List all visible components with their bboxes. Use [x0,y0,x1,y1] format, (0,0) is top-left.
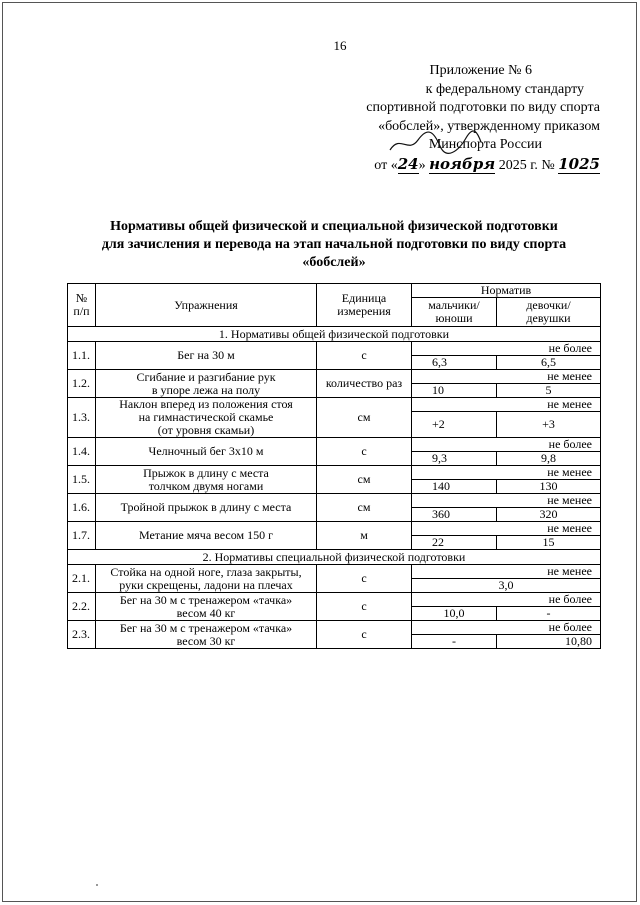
signature-mark-icon [388,130,483,156]
header-exercise: Упражнения [96,284,317,327]
table-row [68,342,601,356]
value-girls: 320 [497,508,601,522]
row-number: 1.4. [68,438,96,466]
section-special: 2. Нормативы специальной физической подготовки [68,550,601,565]
value-boys: +2 [412,412,497,438]
row-unit: с [317,593,412,621]
value-common: 3,0 [412,579,601,593]
row-number: 2.3. [68,621,96,649]
order-number: 1025 [558,154,600,173]
appendix-line-sport: спортивной подготовки по виду спорта [366,100,600,115]
table-row [68,593,601,607]
row-condition: не менее [412,522,601,536]
row-condition: не менее [412,398,601,412]
row-number: 2.2. [68,593,96,621]
row-exercise: Сгибание и разгибание рук в упоре лежа на полу [96,370,317,398]
appendix-title: Приложение № 6 [429,63,532,78]
row-unit: с [317,438,412,466]
table-row [68,466,601,480]
header-norm: Норматив [412,284,601,298]
row-unit: м [317,522,412,550]
row-condition: не более [412,593,601,607]
header-boys: мальчики/ юноши [412,298,497,327]
row-condition: не менее [412,370,601,384]
row-unit: с [317,621,412,649]
value-girls: 130 [497,480,601,494]
value-girls: 5 [497,384,601,398]
row-condition: не менее [412,466,601,480]
row-exercise: Бег на 30 м с тренажером «тачка» весом 30 кг [96,621,317,649]
value-boys: 22 [412,536,497,550]
section-general: 1. Нормативы общей физической подготовки [68,327,601,342]
row-number: 2.1. [68,565,96,593]
row-unit: с [317,342,412,370]
scan-artifact [96,884,98,886]
order-day: 24 [397,154,419,173]
value-boys: 140 [412,480,497,494]
row-unit: см [317,466,412,494]
row-number: 1.2. [68,370,96,398]
row-unit: см [317,494,412,522]
row-unit: с [317,565,412,593]
header-unit: Единица измерения [317,284,412,327]
table-row [68,565,601,579]
value-girls: 9,8 [497,452,601,466]
appendix-line-order: «бобслей», утвержденному приказом [378,118,600,134]
row-unit: количество раз [317,370,412,398]
page-number: 16 [333,38,347,53]
value-girls: 10,80 [497,635,601,649]
header-girls: девочки/ девушки [497,298,601,327]
norms-table [67,283,601,649]
value-girls: 6,5 [497,356,601,370]
table-row [68,522,601,536]
row-number: 1.5. [68,466,96,494]
row-exercise: Тройной прыжок в длину с места [96,494,317,522]
row-condition: не более [412,342,601,356]
value-boys: 360 [412,508,497,522]
table-row [68,398,601,412]
appendix-line-ministry [280,136,600,155]
table-row [68,438,601,452]
value-girls: +3 [497,412,601,438]
value-boys: 6,3 [412,356,497,370]
row-condition: не более [412,438,601,452]
row-number: 1.1. [68,342,96,370]
row-condition: не более [412,621,601,635]
value-boys: 10 [412,384,497,398]
value-boys: - [412,635,497,649]
table-row [68,370,601,384]
row-exercise: Челночный бег 3х10 м [96,438,317,466]
row-exercise: Метание мяча весом 150 г [96,522,317,550]
row-number: 1.3. [68,398,96,438]
row-exercise: Бег на 30 м с тренажером «тачка» весом 40 кг [96,593,317,621]
value-boys: 9,3 [412,452,497,466]
row-exercise: Наклон вперед из положения стоя на гимнастической скамье (от уровня скамьи) [96,398,317,438]
value-girls: 15 [497,536,601,550]
order-month: ноября [429,154,496,173]
section-row [68,550,601,565]
value-girls: - [497,607,601,621]
value-boys: 10,0 [412,607,497,621]
table-row [68,621,601,635]
row-condition: не менее [412,565,601,579]
row-exercise: Прыжок в длину с места толчком двумя ногами [96,466,317,494]
row-number: 1.7. [68,522,96,550]
document-title: Нормативы общей физической и специальной физической подготовки для зачисления и перевода на этап начальной подготовки по виду спорта «бобслей» [101,219,567,270]
row-number: 1.6. [68,494,96,522]
order-date-line: от «24» ноября 2025 г. № 1025 [374,154,600,173]
table-row [68,494,601,508]
appendix-line-standard: к федеральному стандарту [425,81,584,97]
ministry-name: Минспорта России [428,137,542,152]
row-unit: см [317,398,412,438]
appendix-header [280,62,600,175]
row-exercise: Стойка на одной ноге, глаза закрыты, руки скрещены, ладони на плечах [96,565,317,593]
header-num: № п/п [68,284,96,327]
row-condition: не менее [412,494,601,508]
row-exercise: Бег на 30 м [96,342,317,370]
